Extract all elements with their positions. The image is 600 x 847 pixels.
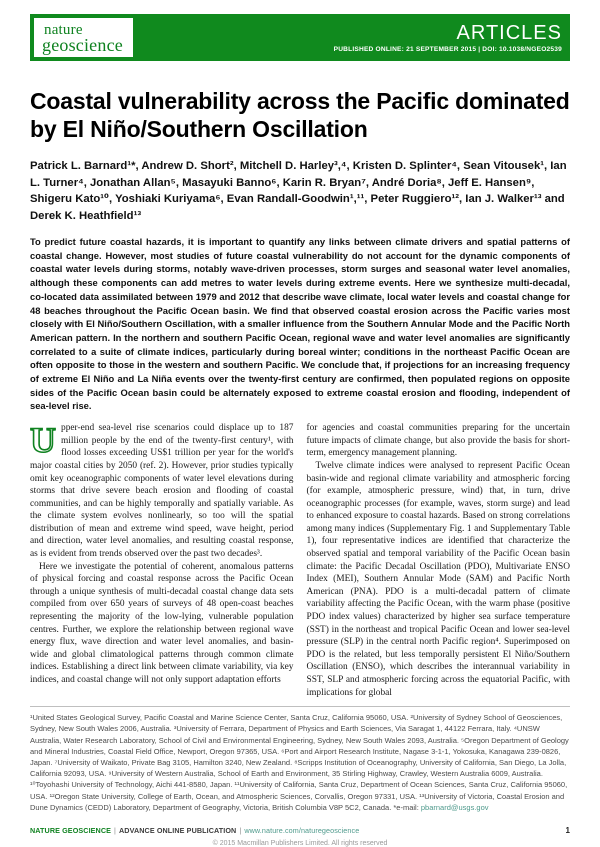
affiliations-text [30, 712, 570, 813]
article-type-label: ARTICLES [456, 21, 562, 44]
journal-name-line2: geoscience [42, 34, 123, 55]
footer-separator-2: | [239, 826, 242, 836]
body-columns [30, 422, 570, 699]
body-paragraph-1-text: pper-end sea-level rise scenarios could displace up to 187 million people by the end of the twenty-first century¹, with flood losses exceeding US$1 trillion per year for the world's major coastal cities by 2050 (ref. 2). However, prior studies typically omit key oceanographic components of water level elevations during storms that drive severe beach erosion and flooding of coastal communities, and can be highly temporally and spatially variable. As the climate system evolves nonlinearly, so too will the spatial distribution of mean and extreme wind speed, wave height, period and direction, water level anomalies, and resulting coastal response, as is evident from trends observed over the past two decades³. [30, 423, 294, 560]
page-title [30, 87, 570, 143]
author-list: Patrick L. Barnard¹*, Andrew D. Short², Mitchell D. Harley³,⁴, Kristen D. Splinter⁴, Sean Vitousek¹, Ian L. Turner⁴, Jonathan Allan⁵, Masayuki Banno⁶, Karin R. Bryan⁷, André Doria⁸, Jeff E. Hansen⁹, Shigeru Kato¹⁰, Yoshiaki Kuriyama⁶, Evan Randall-Goodwin¹,¹¹, Peter Ruggiero¹², Ian J. Walker¹³ and Derek K. Heathfield¹³ [30, 160, 567, 222]
page-title-line2: by El Niño/Southern Oscillation [30, 116, 368, 142]
body-paragraph-2: Here we investigate the potential of coherent, anomalous patterns of physical forcing and coastal response across the Pacific Ocean through a unique synthesis of multi-decadal coastal change data sets compiled from over 650 years of surveys of 48 open-coast beaches representing the majority of the low-lying, vulnerable population centres. Further, we explore the relationship between regional wave energy flux, wave direction and water level anomalies, and basin-wide and global climatological patterns through common climate indices. Establishing a direct link between climate variability, via key indices, and coastal change will not only support adaptation efforts [30, 561, 294, 686]
footnote-divider [30, 706, 570, 707]
journal-header-band [30, 14, 570, 61]
nature-geoscience-logo [32, 16, 135, 59]
article-page [30, 0, 570, 847]
body-paragraph-3: for agencies and coastal communities preparing for the uncertain future impacts of climate change, but also provide the basis for short-term, emergency management planning. [306, 423, 570, 459]
affiliations-body: ¹United States Geological Survey, Pacific Coastal and Marine Science Center, Santa Cruz, California 95060, USA. ²University of Sydney School of Geosciences, Sydney, New South Wales 2006, Australia. ³University of Ferrara, Department of Physics and Earth Sciences, Via Saragat 1, 44122 Ferrara, Italy. ⁴UNSW Australia, Water Research Laboratory, School of Civil and Environmental Engineering, Sydney, New South Wales 2093, Australia. ⁵Oregon Department of Geology and Mineral Industries, Coastal Field Office, Newport, Oregon 97365, USA. ⁶Port and Airport Research Institute, Nagase 3-1-1, Yokosuka, Kanagawa 239-0826, Japan. ⁷University of Waikato, Private Bag 3105, Hamilton 3240, New Zealand. ⁸Scripps Institution of Oceanography, University of California, San Diego, La Jolla, California 92093, USA. ⁹University of Western Australia, School of Earth and Environment, 35 Stirling Highway, Crawley, Western Australia 6009, Australia. ¹⁰Toyohashi University of Technology, Aichi 441-8580, Japan. ¹¹University of California, Santa Cruz, Department of Ocean Sciences, Santa Cruz, California 95060, USA. ¹²Oregon State University, College of Earth, Ocean, and Atmospheric Sciences, Corvallis, Oregon 97331, USA. ¹³University of Victoria, Coastal Erosion and Dune Dynamics (CEDD) Laboratory, Department of Geography, Victoria, British Columbia V8P 5C2, Canada. *e-mail: [30, 713, 569, 812]
header-right [334, 14, 570, 61]
body-column-right [307, 422, 571, 699]
page-footer [30, 826, 570, 835]
footer-left [30, 826, 359, 835]
published-doi-line: PUBLISHED ONLINE: 21 SEPTEMBER 2015 | DOI: 10.1038/NGEO2539 [333, 45, 562, 53]
page-number: 1 [565, 826, 570, 836]
page-title-line1: Coastal vulnerability across the Pacific dominated [30, 88, 570, 114]
author-email-link[interactable]: pbarnard@usgs.gov [420, 802, 489, 812]
abstract-paragraph: To predict future coastal hazards, it is important to quantify any links between climate drivers and spatial patterns of coastal change. However, most studies of future coastal vulnerability do not account for the dynamic components of coastal water levels during storms, notably wave-driven processes, storm surges and seasonal water level anomalies, although these components can add metres to water levels during extreme events. Here we synthesize multi-decadal, co-located data assimilated between 1979 and 2012 that describe wave climate, local water levels and coastal change for 48 beaches throughout the Pacific Ocean basin. We find that observed coastal erosion across the Pacific varies most closely with El Niño/Southern Oscillation, with a smaller influence from the Southern Annular Mode and the Pacific North American pattern. In the northern and southern Pacific Ocean, regional wave and water level anomalies are significantly correlated to a suite of climate indices, particularly during boreal winter; conditions in the northeast Pacific Ocean are often opposite to those in the western and southern Pacific. We conclude that, if projections for an increasing frequency of extreme El Niño and La Niña events over the twenty-first century are confirmed, then populated regions on opposite sides of the Pacific Ocean basin could be alternately exposed to extreme coastal erosion and flooding, independent of sea-level rise. [30, 236, 570, 412]
journal-name-line1: nature [44, 21, 83, 38]
footer-publication-status: ADVANCE ONLINE PUBLICATION [119, 826, 237, 836]
copyright-line: © 2015 Macmillan Publishers Limited. All rights reserved [212, 840, 388, 847]
body-column-left [30, 422, 294, 699]
body-paragraph-1 [30, 422, 294, 561]
drop-cap: U [30, 420, 56, 461]
footer-journal-name: NATURE GEOSCIENCE [30, 826, 112, 836]
footer-journal-url-link[interactable]: www.nature.com/naturegeoscience [244, 826, 360, 836]
body-paragraph-4: Twelve climate indices were analysed to represent Pacific Ocean basin-wide and regional climate variability and atmospheric forcing (for example, atmospheric pressure, wind) that, in turn, drive oceanographic processes (for example, waves, storm surge) and lead to enhanced exposure to coastal hazards. Based on strong correlations among many indices (Supplementary Fig. 1 and Supplementary Table 1), four representative indices are identified that characterize the observed spatial and temporal variability of the Pacific Ocean basin climate: the Pacific Decadal Oscillation (PDO), Multivariate ENSO Index (MEI), Southern Annular Mode (SAM) and Pacific North American (PNA). PDO is a multi-decadal pattern of climate variability affecting the Pacific Ocean, with the warm phase (positive PDO index values) characterized by higher sea surface temperature (SST) in the northeast and tropical Pacific Ocean and lower sea-level pressure (SLP) in the central north Pacific region⁴. Superimposed on PDO is the related, but less temporally persistent El Niño/Southern Oscillation (ENSO), which describes the interannual variability in SST, SLP and atmospheric forcing across the equatorial Pacific, with implications for global [306, 460, 570, 698]
footer-separator-1: | [114, 826, 117, 836]
